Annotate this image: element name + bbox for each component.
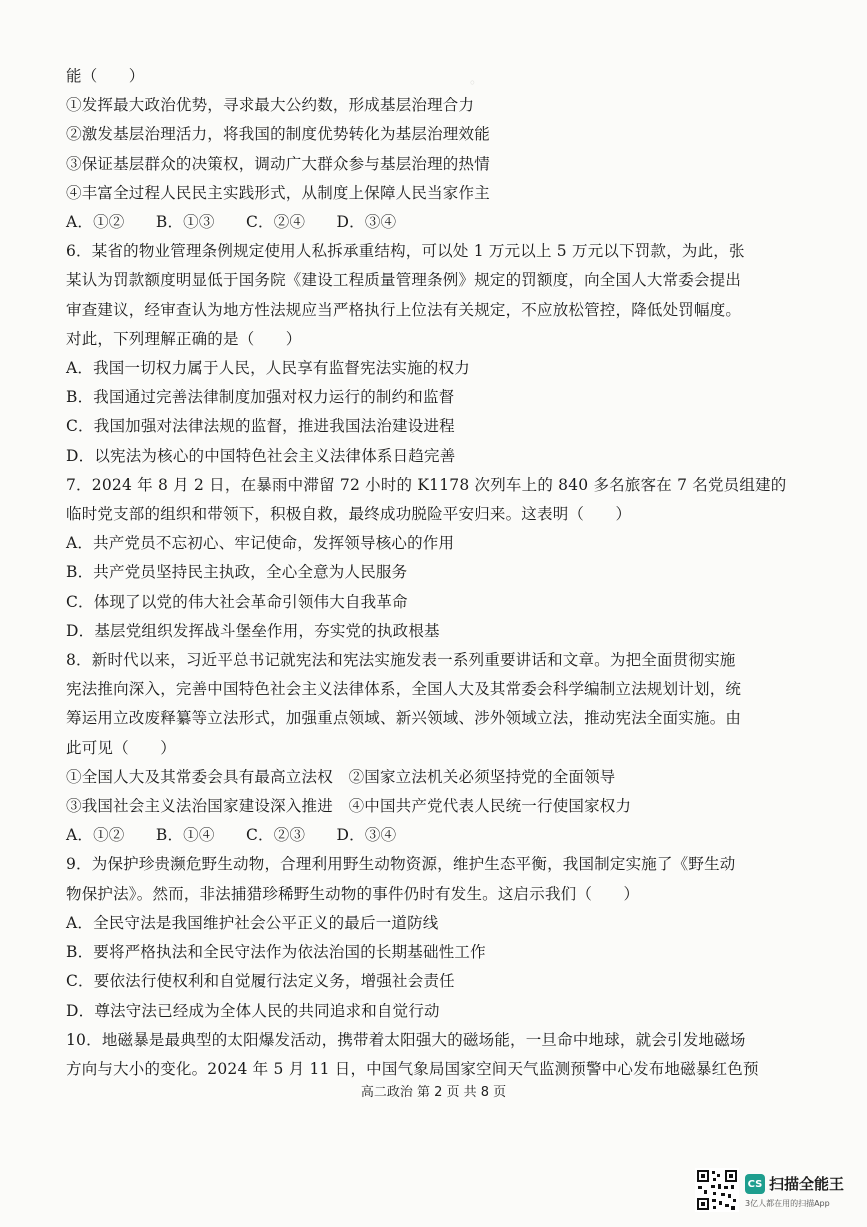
- option-line: ①发挥最大政治优势，寻求最大公约数，形成基层治理合力: [66, 96, 475, 115]
- page-footer: 高二政治 第 2 页 共 8 页: [360, 1085, 507, 1100]
- question-8-text: 8．新时代以来，习近平总书记就宪法和宪法实施发表一系列重要讲话和文章。为把全面贯彻实施: [66, 651, 736, 670]
- qr-code-icon: [695, 1168, 739, 1212]
- camscanner-logo-icon: CS: [745, 1174, 765, 1194]
- question-8-text: 宪法推向深入，完善中国特色社会主义法律体系，全国人大及其常委会科学编制立法规划计划，统: [66, 680, 742, 699]
- question-6-text: 对此，下列理解正确的是（ ）: [66, 329, 302, 348]
- answer-choices: A．①② B．①④ C．②③ D．③④: [66, 826, 397, 845]
- option-line: C．我国加强对法律法规的监督，推进我国法治建设进程: [66, 417, 455, 436]
- option-line: ③我国社会主义法治国家建设深入推进 ④中国共产党代表人民统一行使国家权力: [66, 797, 632, 816]
- scanner-watermark: [695, 1168, 855, 1216]
- exam-content: [66, 62, 787, 1084]
- option-line: C．要依法行使权利和自觉履行法定义务，增强社会责任: [66, 972, 455, 991]
- option-line: A．共产党员不忘初心、牢记使命，发挥领导核心的作用: [66, 534, 455, 553]
- option-line: C．体现了以党的伟大社会革命引领伟大自我革命: [66, 592, 408, 611]
- option-line: ③保证基层群众的决策权，调动广大群众参与基层治理的热情: [66, 154, 490, 173]
- option-line: ②激发基层治理活力，将我国的制度优势转化为基层治理效能: [66, 125, 490, 144]
- bleed-through-text: 。: [470, 72, 711, 87]
- option-line: D．基层党组织发挥战斗堡垒作用，夯实党的执政根基: [66, 621, 440, 640]
- question-8-text: 筹运用立改废释纂等立法形式，加强重点领域、新兴领域、涉外领域立法，推动宪法全面实施。由: [66, 709, 742, 728]
- option-line: B．我国通过完善法律制度加强对权力运行的制约和监督: [66, 388, 455, 407]
- option-line: A．我国一切权力属于人民，人民享有监督宪法实施的权力: [66, 359, 470, 378]
- option-line: B．要将严格执法和全民守法作为依法治国的长期基础性工作: [66, 943, 486, 962]
- option-line: B．共产党员坚持民主执政，全心全意为人民服务: [66, 563, 408, 582]
- question-7-text: 7．2024 年 8 月 2 日，在暴雨中滞留 72 小时的 K1178 次列车上的 840 多名旅客在 7 名党员组建的: [66, 475, 787, 494]
- question-9-text: 物保护法》。然而，非法捕猎珍稀野生动物的事件仍时有发生。这启示我们（ ）: [66, 884, 640, 903]
- question-6-text: 6．某省的物业管理条例规定使用人私拆承重结构，可以处 1 万元以上 5 万元以下罚款，为此，张: [66, 242, 745, 261]
- question-10-text: 10．地磁暴是最典型的太阳爆发活动，携带着太阳强大的磁场能，一旦命中地球，就会引发地磁场: [66, 1030, 746, 1049]
- question-text-line: 能（ ）: [66, 67, 145, 85]
- option-line: A．全民守法是我国维护社会公平正义的最后一道防线: [66, 913, 439, 932]
- option-line: D．尊法守法已经成为全体人民的共同追求和自觉行动: [66, 1001, 440, 1020]
- option-line: ④丰富全过程人民民主实践形式，从制度上保障人民当家作主: [66, 183, 490, 202]
- question-8-text: 此可见（ ）: [66, 738, 176, 757]
- question-6-text: 某认为罚款额度明显低于国务院《建设工程质量管理条例》规定的罚额度，向全国人大常委会提出: [66, 271, 742, 290]
- question-10-text: 方向与大小的变化。2024 年 5 月 11 日，中国气象局国家空间天气监测预警中心发布地磁暴红色预: [66, 1059, 759, 1078]
- question-6-text: 审查建议，经审查认为地方性法规应当严格执行上位法有关规定，不应放松管控，降低处罚幅度。: [66, 300, 742, 319]
- answer-choices: A．①② B．①③ C．②④ D．③④: [66, 213, 397, 232]
- brand-tagline: 3亿人都在用的扫描App: [745, 1199, 830, 1208]
- option-line: D．以宪法为核心的中国特色社会主义法律体系日趋完善: [66, 446, 456, 465]
- question-9-text: 9．为保护珍贵濒危野生动物，合理利用野生动物资源，维护生态平衡，我国制定实施了《野生动: [66, 855, 736, 874]
- question-7-text: 临时党支部的组织和带领下，积极自救，最终成功脱险平安归来。这表明（ ）: [66, 505, 632, 524]
- brand-name: 扫描全能王: [769, 1175, 845, 1193]
- option-line: ①全国人大及其常委会具有最高立法权 ②国家立法机关必须坚持党的全面领导: [66, 767, 616, 786]
